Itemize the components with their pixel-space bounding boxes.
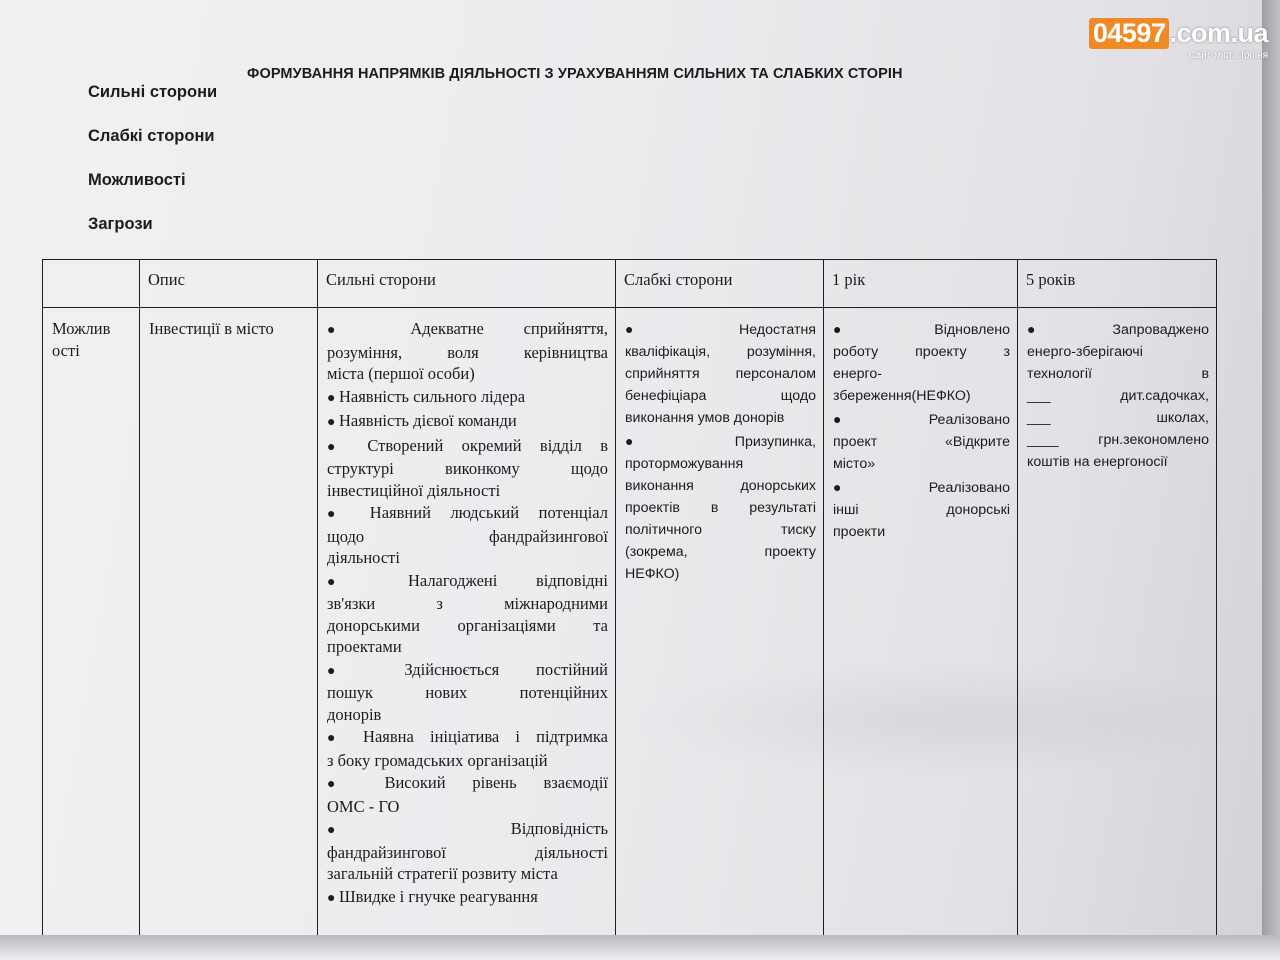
bullet-dot-icon: ● bbox=[833, 411, 929, 427]
bullet-line: виконання донорських bbox=[625, 478, 816, 494]
watermark-logo bbox=[1089, 18, 1268, 49]
bullet-dot-icon: ● bbox=[625, 321, 739, 337]
swot-label-list bbox=[88, 80, 217, 256]
bullet-line: донорів bbox=[327, 704, 382, 724]
cell-description bbox=[140, 308, 318, 936]
bullet-line: проектами bbox=[327, 637, 402, 656]
bullet-item bbox=[833, 476, 1010, 543]
bullet-line bbox=[327, 659, 608, 683]
bullet-item bbox=[1027, 318, 1209, 473]
bullet-text: Налагоджені відповідні bbox=[407, 570, 608, 590]
bullet-text: Наявний людський потенціал bbox=[369, 503, 608, 522]
bullet-line bbox=[327, 410, 608, 434]
strengths-list bbox=[327, 318, 608, 909]
bullet-line: збереження(НЕФКО) bbox=[833, 388, 971, 404]
bullet-text: Реалізовано bbox=[928, 412, 1010, 428]
cell-strengths bbox=[318, 308, 616, 936]
bullet-item bbox=[327, 886, 608, 910]
bullet-line: коштів на енергоносії bbox=[1027, 454, 1168, 470]
one-year-list bbox=[833, 318, 1010, 543]
bullet-line: політичного тиску bbox=[625, 522, 816, 538]
bullet-item bbox=[833, 318, 1010, 407]
bullet-dot-icon: ● bbox=[625, 433, 735, 449]
bullet-line: інші донорські bbox=[833, 502, 1010, 518]
bullet-line: щодо фандрайзингової bbox=[327, 526, 608, 546]
bullet-line: проекти bbox=[833, 524, 886, 540]
bullet-text: Недостатня bbox=[738, 322, 816, 338]
bullet-line: місто» bbox=[833, 456, 876, 472]
bullet-text: Наявність сильного лідера bbox=[338, 386, 526, 406]
bullet-line: сприйняття персоналом bbox=[625, 366, 816, 382]
bullet-line: розуміння, воля керівництва bbox=[327, 342, 608, 362]
bullet-line bbox=[327, 318, 608, 342]
bullet-dot-icon: ● bbox=[327, 574, 408, 590]
table-row bbox=[43, 308, 1217, 936]
bullet-line bbox=[625, 318, 816, 341]
bullet-line: фандрайзингової діяльності bbox=[327, 842, 608, 862]
description-text: Інвестиції в місто bbox=[149, 319, 274, 338]
bullet-dot-icon: ● bbox=[833, 479, 929, 495]
bullet-line: проектів в результаті bbox=[625, 500, 816, 516]
bullet-item bbox=[833, 408, 1010, 475]
swot-label-weaknesses: Слабкі сторони bbox=[88, 127, 215, 145]
bullet-item bbox=[327, 386, 608, 410]
category-line: ості bbox=[52, 340, 80, 360]
table-header-row bbox=[43, 260, 1217, 308]
bullet-text: Відповідність bbox=[510, 819, 608, 838]
bullet-line: ___ школах, bbox=[1027, 410, 1209, 426]
bullet-line: проект «Відкрите bbox=[833, 434, 1010, 450]
bullet-line: зв'язки з міжнародними bbox=[327, 594, 608, 613]
header-one-year: 1 рік bbox=[824, 260, 1018, 308]
bullet-line: виконання умов донорів bbox=[625, 410, 785, 426]
bullet-line: донорськими організаціями та bbox=[327, 615, 608, 635]
bullet-line: (зокрема, проекту bbox=[625, 544, 816, 560]
swot-label-strengths: Сильні сторони bbox=[88, 83, 218, 101]
bullet-item bbox=[327, 318, 608, 385]
bullet-dot-icon: ● bbox=[327, 663, 405, 679]
document-title: ФОРМУВАННЯ НАПРЯМКІВ ДІЯЛЬНОСТІ З УРАХУВАННЯМ СИЛЬНИХ ТА СЛАБКИХ СТОРІН bbox=[247, 66, 903, 82]
bullet-text: Реалізовано bbox=[928, 480, 1010, 496]
bullet-line: кваліфікація, розуміння, bbox=[625, 344, 816, 360]
watermark-number: 04597 bbox=[1089, 18, 1170, 49]
cell-five-years bbox=[1018, 308, 1217, 936]
page-edge-shadow bbox=[1262, 0, 1280, 935]
bullet-line: пошук нових потенційних bbox=[327, 683, 608, 702]
bullet-text: Наявна ініціатива і підтримка bbox=[363, 727, 608, 746]
bullet-text: Створений окремий відділ в bbox=[367, 435, 608, 455]
bullet-dot-icon: ● bbox=[327, 439, 368, 455]
bullet-text: Адекватне сприйняття, bbox=[410, 319, 608, 338]
bullet-dot-icon: ● bbox=[327, 777, 385, 792]
site-watermark bbox=[1089, 18, 1268, 61]
bullet-item bbox=[327, 659, 608, 726]
bullet-dot-icon: ● bbox=[327, 890, 339, 906]
bullet-line bbox=[833, 476, 1010, 499]
bullet-text: Відновлено bbox=[934, 322, 1010, 338]
bullet-dot-icon: ● bbox=[327, 507, 370, 522]
bullet-line: енерго- bbox=[833, 366, 882, 382]
bullet-line: діяльності bbox=[327, 548, 400, 567]
bullet-line bbox=[327, 386, 608, 410]
bullet-line: НЕФКО) bbox=[625, 566, 680, 582]
bullet-dot-icon: ● bbox=[1027, 321, 1113, 337]
watermark-caption: Сайт міста Ірпіня bbox=[1188, 50, 1268, 61]
bullet-line bbox=[327, 502, 608, 526]
paper-bottom-edge bbox=[0, 935, 1280, 960]
bullet-item bbox=[327, 818, 608, 885]
bullet-line bbox=[327, 772, 608, 796]
bullet-text: Призупинка, bbox=[734, 434, 816, 450]
bullet-line bbox=[1027, 318, 1209, 341]
bullet-line: ____ грн.зекономлено bbox=[1027, 432, 1209, 448]
cell-one-year bbox=[824, 308, 1018, 936]
bullet-line: проторможування bbox=[625, 456, 744, 472]
swot-label-opportunities: Можливості bbox=[88, 171, 186, 189]
bullet-item bbox=[327, 410, 608, 434]
bullet-line: технології в bbox=[1027, 366, 1209, 382]
category-line: Можлив bbox=[52, 319, 111, 338]
bullet-dot-icon: ● bbox=[327, 323, 411, 338]
bullet-item bbox=[625, 318, 816, 429]
bullet-line: структурі виконкому щодо bbox=[327, 459, 608, 478]
bullet-line: міста (першої особи) bbox=[327, 364, 475, 383]
header-description: Опис bbox=[140, 260, 318, 308]
bullet-item bbox=[327, 435, 608, 502]
bullet-line: інвестиційної діяльності bbox=[327, 480, 501, 500]
bullet-item bbox=[327, 772, 608, 817]
bullet-line: енерго-зберігаючі bbox=[1027, 344, 1143, 360]
header-weaknesses: Слабкі сторони bbox=[616, 260, 824, 308]
bullet-line: загальній стратегії розвиту міста bbox=[327, 864, 558, 883]
bullet-dot-icon: ● bbox=[327, 731, 364, 746]
bullet-line bbox=[625, 430, 816, 453]
header-strengths: Сильні сторони bbox=[318, 260, 616, 308]
weaknesses-list bbox=[625, 318, 816, 585]
bullet-text: Запроваджено bbox=[1112, 322, 1209, 338]
bullet-line bbox=[327, 818, 608, 842]
bullet-line bbox=[327, 886, 608, 910]
swot-table bbox=[42, 259, 1217, 935]
bullet-text: Швидке і гнучке реагування bbox=[338, 886, 538, 906]
bullet-line: роботу проекту з bbox=[833, 344, 1010, 360]
bullet-item bbox=[327, 570, 608, 658]
bullet-line bbox=[833, 408, 1010, 431]
bullet-item bbox=[625, 430, 816, 585]
bullet-line: з боку громадських організацій bbox=[327, 750, 548, 770]
bullet-dot-icon: ● bbox=[327, 823, 511, 838]
swot-label-threats: Загрози bbox=[88, 215, 153, 233]
bullet-text: Високий рівень взаємодії bbox=[384, 773, 608, 792]
header-category bbox=[43, 260, 140, 308]
bullet-dot-icon: ● bbox=[327, 390, 339, 406]
bullet-line: ОМС - ГО bbox=[327, 796, 400, 816]
bullet-line bbox=[327, 435, 608, 459]
bullet-text: Здійснюється постійний bbox=[404, 659, 608, 679]
cell-weaknesses bbox=[616, 308, 824, 936]
bullet-line: бенефіціара щодо bbox=[625, 388, 816, 404]
bullet-line bbox=[327, 570, 608, 594]
bullet-dot-icon: ● bbox=[327, 415, 339, 430]
bullet-item bbox=[327, 726, 608, 771]
bullet-text: Наявність дієвої команди bbox=[338, 411, 517, 430]
cell-category bbox=[43, 308, 140, 936]
bullet-line: ___ дит.садочках, bbox=[1027, 388, 1209, 404]
watermark-domain: .com.ua bbox=[1169, 18, 1268, 48]
five-years-list bbox=[1027, 318, 1209, 473]
bullet-dot-icon: ● bbox=[833, 321, 935, 337]
bullet-line bbox=[833, 318, 1010, 341]
bullet-item bbox=[327, 502, 608, 569]
header-five-years: 5 років bbox=[1018, 260, 1217, 308]
bullet-line bbox=[327, 726, 608, 750]
